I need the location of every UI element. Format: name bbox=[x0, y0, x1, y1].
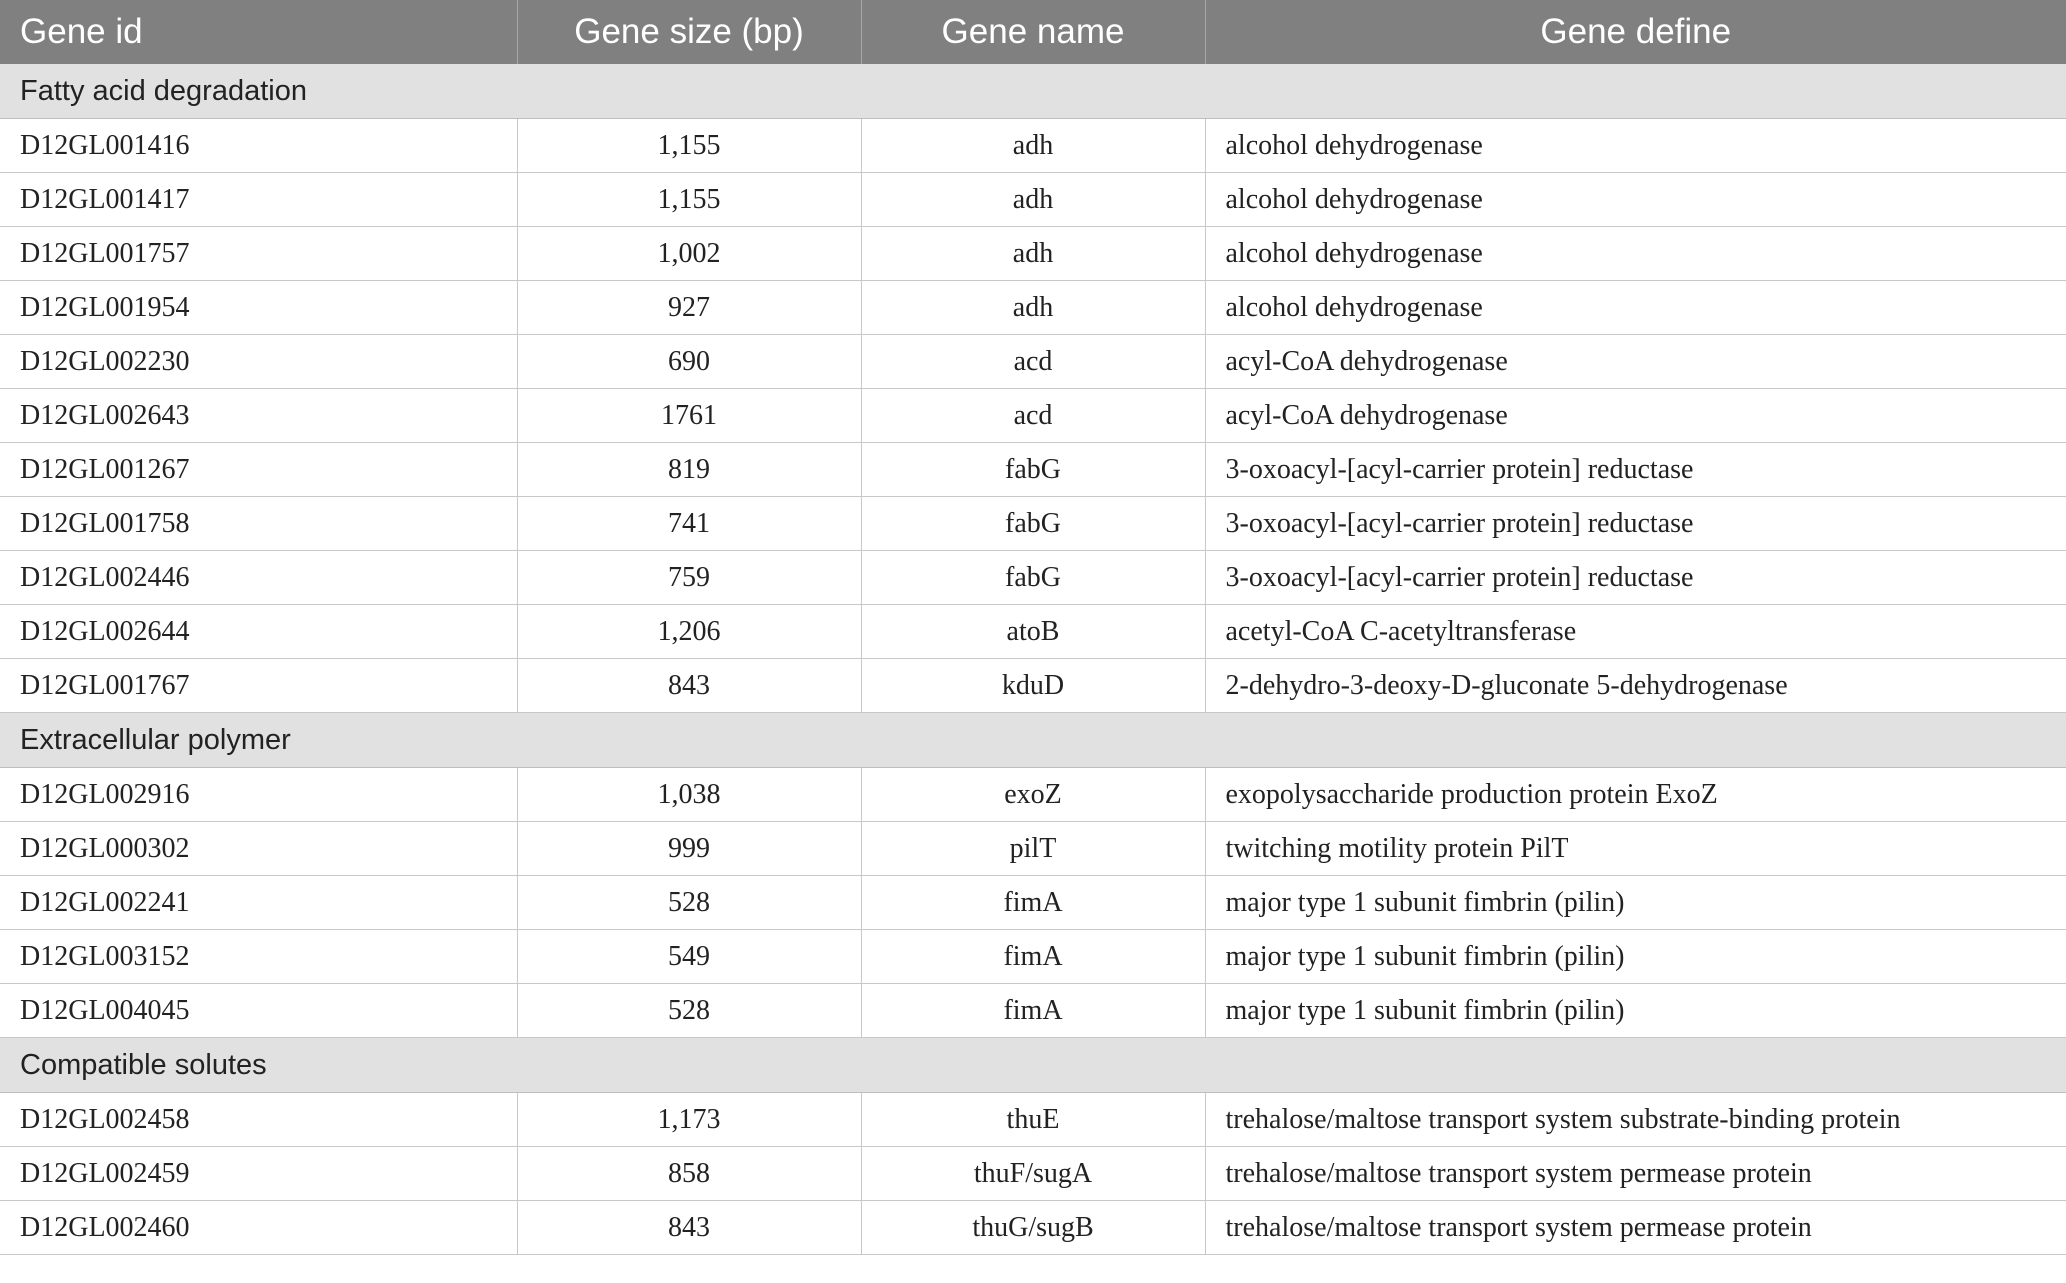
gene-name-cell: adh bbox=[861, 119, 1205, 173]
gene-define-cell: alcohol dehydrogenase bbox=[1205, 173, 2066, 227]
gene-size-cell: 1761 bbox=[517, 389, 861, 443]
header-gene-name: Gene name bbox=[861, 0, 1205, 64]
gene-id-cell: D12GL001757 bbox=[0, 227, 517, 281]
gene-define-cell: twitching motility protein PilT bbox=[1205, 822, 2066, 876]
table-row bbox=[0, 227, 2066, 281]
table-header bbox=[0, 0, 2066, 64]
table-row bbox=[0, 119, 2066, 173]
gene-define-cell: 3-oxoacyl-[acyl-carrier protein] reductase bbox=[1205, 443, 2066, 497]
table-row bbox=[0, 768, 2066, 822]
gene-name-cell: acd bbox=[861, 335, 1205, 389]
table-row bbox=[0, 551, 2066, 605]
gene-size-cell: 858 bbox=[517, 1147, 861, 1201]
gene-size-cell: 1,155 bbox=[517, 119, 861, 173]
table-row bbox=[0, 659, 2066, 713]
gene-name-cell: exoZ bbox=[861, 768, 1205, 822]
gene-define-cell: major type 1 subunit fimbrin (pilin) bbox=[1205, 984, 2066, 1038]
gene-id-cell: D12GL001767 bbox=[0, 659, 517, 713]
gene-id-cell: D12GL001267 bbox=[0, 443, 517, 497]
gene-size-cell: 759 bbox=[517, 551, 861, 605]
gene-name-cell: adh bbox=[861, 173, 1205, 227]
gene-size-cell: 690 bbox=[517, 335, 861, 389]
gene-define-cell: major type 1 subunit fimbrin (pilin) bbox=[1205, 930, 2066, 984]
table-row bbox=[0, 281, 2066, 335]
gene-id-cell: D12GL001417 bbox=[0, 173, 517, 227]
gene-id-cell: D12GL002916 bbox=[0, 768, 517, 822]
table-row bbox=[0, 984, 2066, 1038]
gene-id-cell: D12GL002459 bbox=[0, 1147, 517, 1201]
gene-id-cell: D12GL002644 bbox=[0, 605, 517, 659]
table-row bbox=[0, 605, 2066, 659]
section-row bbox=[0, 64, 2066, 119]
gene-id-cell: D12GL003152 bbox=[0, 930, 517, 984]
gene-define-cell: alcohol dehydrogenase bbox=[1205, 227, 2066, 281]
gene-define-cell: acyl-CoA dehydrogenase bbox=[1205, 389, 2066, 443]
section-row bbox=[0, 713, 2066, 768]
gene-size-cell: 1,206 bbox=[517, 605, 861, 659]
table-body bbox=[0, 64, 2066, 1255]
gene-name-cell: kduD bbox=[861, 659, 1205, 713]
gene-id-cell: D12GL002643 bbox=[0, 389, 517, 443]
header-gene-id: Gene id bbox=[0, 0, 517, 64]
gene-define-cell: trehalose/maltose transport system permease protein bbox=[1205, 1201, 2066, 1255]
gene-name-cell: adh bbox=[861, 227, 1205, 281]
gene-id-cell: D12GL002230 bbox=[0, 335, 517, 389]
gene-id-cell: D12GL002460 bbox=[0, 1201, 517, 1255]
gene-define-cell: exopolysaccharide production protein ExoZ bbox=[1205, 768, 2066, 822]
section-title: Compatible solutes bbox=[0, 1038, 2066, 1093]
table-row bbox=[0, 1093, 2066, 1147]
header-gene-define: Gene define bbox=[1205, 0, 2066, 64]
gene-name-cell: fimA bbox=[861, 984, 1205, 1038]
gene-size-cell: 927 bbox=[517, 281, 861, 335]
section-row bbox=[0, 1038, 2066, 1093]
gene-id-cell: D12GL001758 bbox=[0, 497, 517, 551]
gene-define-cell: major type 1 subunit fimbrin (pilin) bbox=[1205, 876, 2066, 930]
table-row bbox=[0, 1147, 2066, 1201]
table-row bbox=[0, 822, 2066, 876]
gene-define-cell: acyl-CoA dehydrogenase bbox=[1205, 335, 2066, 389]
gene-name-cell: fabG bbox=[861, 497, 1205, 551]
gene-id-cell: D12GL000302 bbox=[0, 822, 517, 876]
gene-size-cell: 549 bbox=[517, 930, 861, 984]
gene-define-cell: acetyl-CoA C-acetyltransferase bbox=[1205, 605, 2066, 659]
gene-id-cell: D12GL001954 bbox=[0, 281, 517, 335]
gene-define-cell: 3-oxoacyl-[acyl-carrier protein] reductase bbox=[1205, 551, 2066, 605]
gene-size-cell: 1,173 bbox=[517, 1093, 861, 1147]
gene-size-cell: 1,038 bbox=[517, 768, 861, 822]
gene-name-cell: thuF/sugA bbox=[861, 1147, 1205, 1201]
gene-name-cell: fimA bbox=[861, 876, 1205, 930]
gene-id-cell: D12GL002241 bbox=[0, 876, 517, 930]
gene-id-cell: D12GL002458 bbox=[0, 1093, 517, 1147]
table-row bbox=[0, 1201, 2066, 1255]
gene-name-cell: fimA bbox=[861, 930, 1205, 984]
header-gene-size: Gene size (bp) bbox=[517, 0, 861, 64]
table-row bbox=[0, 876, 2066, 930]
gene-define-cell: 2-dehydro-3-deoxy-D-gluconate 5-dehydrogenase bbox=[1205, 659, 2066, 713]
gene-size-cell: 843 bbox=[517, 659, 861, 713]
gene-define-cell: trehalose/maltose transport system substrate-binding protein bbox=[1205, 1093, 2066, 1147]
gene-size-cell: 528 bbox=[517, 984, 861, 1038]
gene-size-cell: 843 bbox=[517, 1201, 861, 1255]
gene-name-cell: thuE bbox=[861, 1093, 1205, 1147]
gene-size-cell: 1,002 bbox=[517, 227, 861, 281]
gene-name-cell: atoB bbox=[861, 605, 1205, 659]
gene-id-cell: D12GL004045 bbox=[0, 984, 517, 1038]
table-row bbox=[0, 930, 2066, 984]
gene-name-cell: pilT bbox=[861, 822, 1205, 876]
gene-id-cell: D12GL001416 bbox=[0, 119, 517, 173]
gene-name-cell: acd bbox=[861, 389, 1205, 443]
table-row bbox=[0, 389, 2066, 443]
gene-size-cell: 819 bbox=[517, 443, 861, 497]
gene-id-cell: D12GL002446 bbox=[0, 551, 517, 605]
gene-define-cell: 3-oxoacyl-[acyl-carrier protein] reductase bbox=[1205, 497, 2066, 551]
gene-define-cell: trehalose/maltose transport system permease protein bbox=[1205, 1147, 2066, 1201]
gene-size-cell: 741 bbox=[517, 497, 861, 551]
gene-define-cell: alcohol dehydrogenase bbox=[1205, 119, 2066, 173]
gene-size-cell: 528 bbox=[517, 876, 861, 930]
table-row bbox=[0, 497, 2066, 551]
table-row bbox=[0, 173, 2066, 227]
gene-name-cell: thuG/sugB bbox=[861, 1201, 1205, 1255]
section-title: Extracellular polymer bbox=[0, 713, 2066, 768]
gene-name-cell: adh bbox=[861, 281, 1205, 335]
table-row bbox=[0, 335, 2066, 389]
gene-size-cell: 999 bbox=[517, 822, 861, 876]
gene-define-cell: alcohol dehydrogenase bbox=[1205, 281, 2066, 335]
header-row bbox=[0, 0, 2066, 64]
section-title: Fatty acid degradation bbox=[0, 64, 2066, 119]
gene-name-cell: fabG bbox=[861, 443, 1205, 497]
gene-size-cell: 1,155 bbox=[517, 173, 861, 227]
gene-name-cell: fabG bbox=[861, 551, 1205, 605]
table-row bbox=[0, 443, 2066, 497]
